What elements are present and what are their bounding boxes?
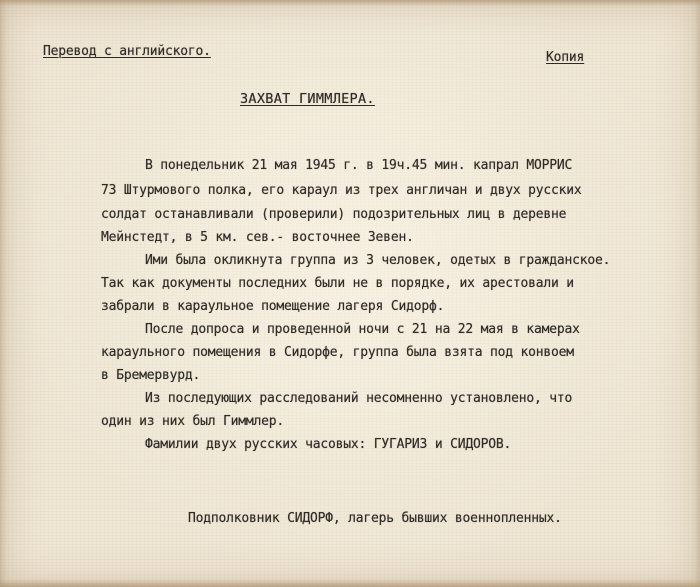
body-line-12: один из них был Гиммлер. [101, 414, 285, 429]
paper-edge-top [0, 0, 700, 6]
copy-mark: Копия [546, 50, 585, 65]
document-title: ЗАХВАТ ГИММЛЕРА. [240, 91, 375, 107]
body-line-11: Из последующих расследований несомненно установлено, что [145, 391, 573, 406]
body-line-1: В понедельник 21 мая 1945 г. в 19ч.45 мин. капрал МОРРИС [145, 158, 573, 173]
translation-note: Перевод с английского. [43, 44, 211, 59]
body-line-9: караульного помещения в Сидорфе, группа была взята под конвоем [101, 345, 574, 360]
body-line-8: После допроса и проведенной ночи с 21 на 22 мая в камерах [145, 322, 580, 337]
signature-line: Подполковник СИДОРФ, лагерь бывших военнопленных. [188, 511, 562, 526]
body-line-13: Фамилии двух русских часовых: ГУГАРИЗ и СИДОРОВ. [145, 437, 512, 452]
body-line-6: Так как документы последних были не в порядке, их арестовали и [101, 276, 574, 291]
body-line-3: солдат останавливали (проверили) подозрительных лиц в деревне [101, 207, 567, 222]
body-line-2: 73 Штурмового полка, его караул из трех англичан и двух русских [101, 183, 582, 198]
body-line-5: Ими была окликнута группа из 3 человек, одетых в гражданское. [145, 253, 611, 268]
body-line-4: Мейнстедт, в 5 км. сев.- восточнее Зевен. [101, 230, 414, 245]
paper-edge-bottom [0, 579, 700, 587]
body-line-10: в Бремервурд. [101, 368, 201, 383]
body-line-7: забрали в караульное помещение лагеря Сидорф. [101, 299, 445, 314]
